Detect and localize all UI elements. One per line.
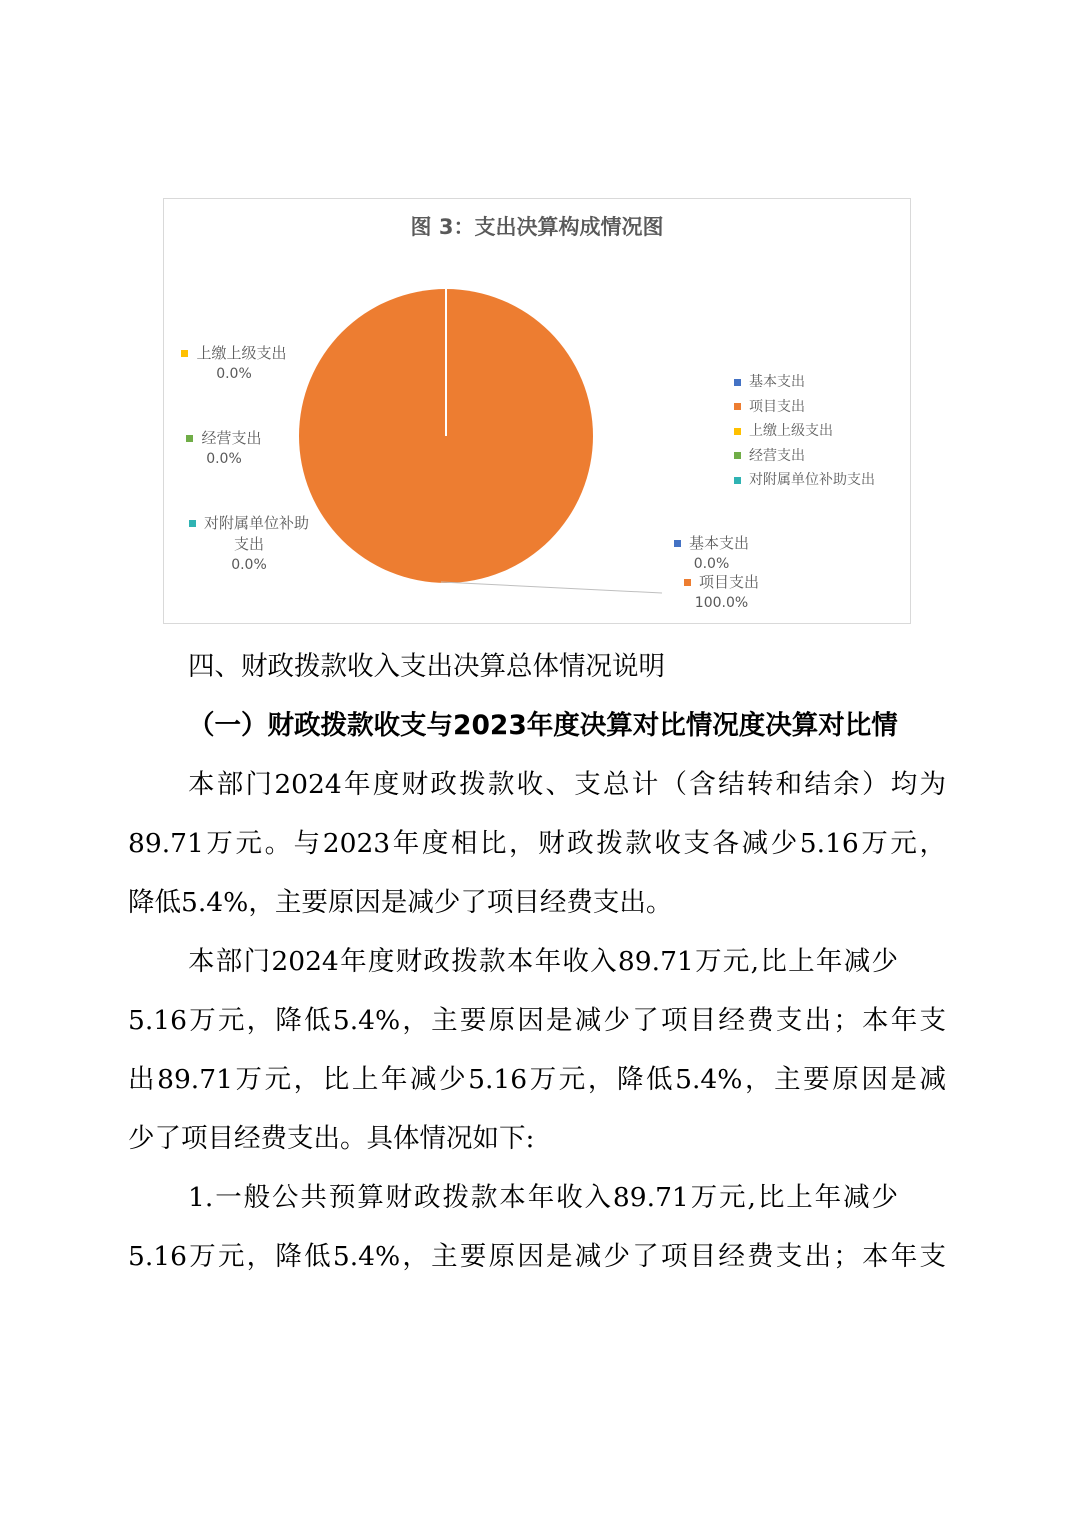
legend-item-business: 经营支出	[734, 444, 875, 469]
leader-line-project	[441, 582, 662, 593]
paragraph-2: 本部门2024年度财政拨款本年收入89.71万元,比上年减少 5.16万元，降低5.4%，主要原因是减少了项目经费支出；本年支 出89.71万元，比上年减少5.16万元，降低5.4%，主要原因是减 少了项目经费支出。具体情况如下:	[128, 946, 946, 1154]
data-label-business: 经营支出 0.0%	[159, 428, 289, 470]
legend-swatch-business	[734, 452, 741, 459]
legend-item-basic: 基本支出	[734, 370, 875, 395]
chart-container	[163, 198, 911, 624]
legend-swatch-basic	[734, 379, 741, 386]
chart-title: 图 3：支出决算构成情况图	[410, 215, 664, 239]
section-heading: 四、财政拨款收入支出决算总体情况说明	[188, 651, 665, 682]
legend-item-project: 项目支出	[734, 395, 875, 420]
legend-swatch-project	[734, 403, 741, 410]
data-label-subsidy: 对附属单位补助 支出 0.0%	[164, 513, 334, 576]
legend-swatch-upper	[734, 428, 741, 435]
legend-swatch-subsidy	[734, 477, 741, 484]
section-subheading: （一）财政拨款收支与2023年度决算对比情况度决算对比情	[188, 710, 898, 741]
legend-item-upper: 上缴上级支出	[734, 419, 875, 444]
legend-item-subsidy: 对附属单位补助支出	[734, 468, 875, 493]
paragraph-1: 本部门2024年度财政拨款收、支总计（含结转和结余）均为 89.71万元。与2023年度相比，财政拨款收支各减少5.16万元， 降低5.4%，主要原因是减少了项目经费支出。	[128, 769, 946, 918]
data-label-basic: 基本支出 0.0%	[649, 533, 774, 575]
data-label-upper: 上缴上级支出 0.0%	[164, 343, 304, 385]
chart-legend	[734, 370, 875, 493]
paragraph-3: 1.一般公共预算财政拨款本年收入89.71万元,比上年减少 5.16万元，降低5.4%，主要原因是减少了项目经费支出；本年支	[128, 1182, 946, 1272]
data-label-project: 项目支出 100.0%	[659, 572, 784, 614]
